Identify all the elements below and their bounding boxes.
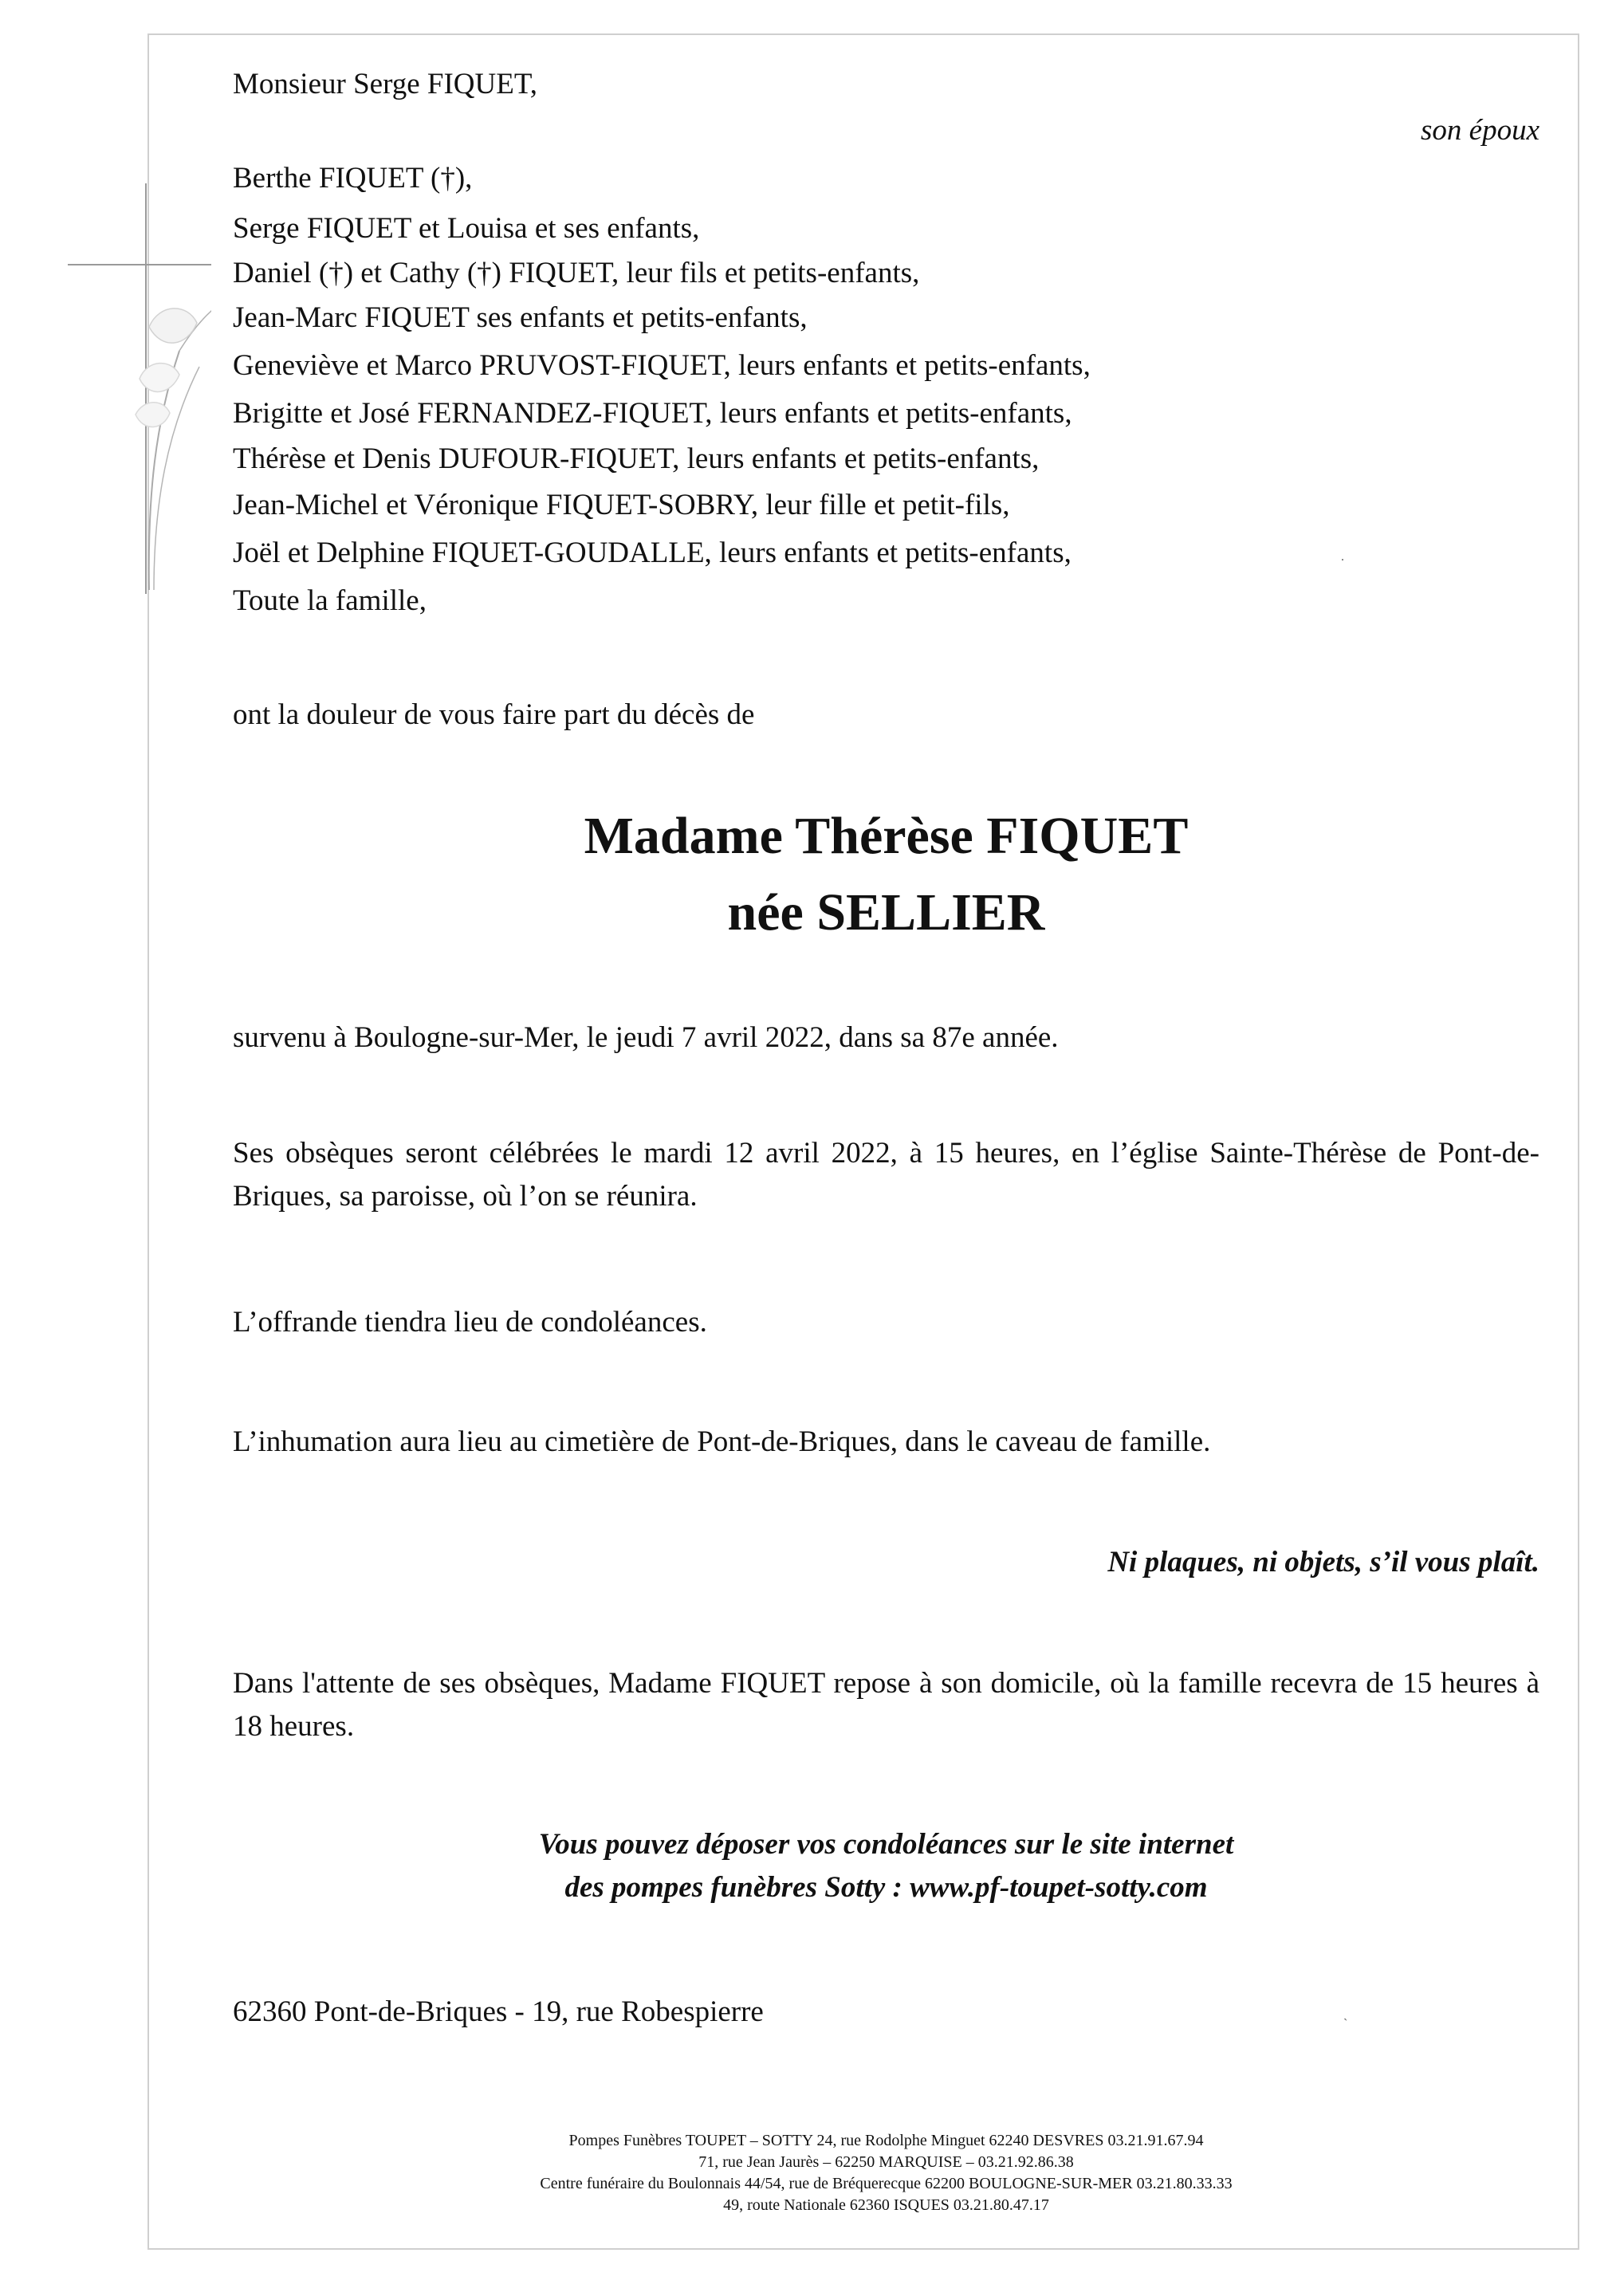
family-line: Jean-Marc FIQUET ses enfants et petits-enfants, [233,301,808,334]
lily-flower-3 [136,403,170,427]
footer-line: 49, route Nationale 62360 ISQUES 03.21.80.47.17 [723,2196,1049,2214]
family-line: Berthe FIQUET (†), [233,162,473,195]
death-details: survenu à Boulogne-sur-Mer, le jeudi 7 avril 2022, dans sa 87e année. [233,1021,1059,1054]
lily-flower [149,309,197,343]
scan-speck: . [1341,550,1344,564]
funeral-home-footer [233,2130,1539,2216]
online-condolences-line-2: des pompes funèbres Sotty : www.pf-toupet-sotty.com [564,1871,1208,1904]
deceased-name: Madame Thérèse FIQUET [584,807,1189,865]
lily-stem-2 [154,367,199,590]
online-condolences-line-1: Vous pouvez déposer vos condoléances sur le site internet [538,1828,1234,1861]
family-line: Geneviève et Marco PRUVOST-FIQUET, leurs enfants et petits-enfants, [233,349,1091,382]
family-line: Joël et Delphine FIQUET-GOUDALLE, leurs enfants et petits-enfants, [233,537,1072,569]
visitation-details: Dans l'attente de ses obsèques, Madame FIQUET repose à son domicile, où la famille recevra de 15 heures à 18 heures. [233,1667,1539,1743]
family-line: Serge FIQUET et Louisa et ses enfants, [233,212,700,245]
family-line: Daniel (†) et Cathy (†) FIQUET, leur fils et petits-enfants, [233,257,920,289]
footer-line: Pompes Funèbres TOUPET – SOTTY 24, rue Rodolphe Minguet 62240 DESVRES 03.21.91.67.94 [568,2132,1204,2149]
burial-details: L’inhumation aura lieu au cimetière de Pont-de-Briques, dans le caveau de famille. [233,1425,1211,1458]
footer-line: Centre funéraire du Boulonnais 44/54, rue de Bréquerecque 62200 BOULOGNE-SUR-MER 03.21.80.33.33 [540,2175,1233,2192]
relation-label: son époux [1421,114,1539,147]
scan-speck: ` [1343,2017,1348,2031]
family-line: Brigitte et José FERNANDEZ-FIQUET, leurs enfants et petits-enfants, [233,397,1072,430]
offering-note: L’offrande tiendra lieu de condoléances. [233,1306,707,1339]
funeral-details: Ses obsèques seront célébrées le mardi 12 avril 2022, à 15 heures, en l’église Sainte-Thérèse de Pont-de-Briques, sa paroisse, où l’on se réunira. [233,1137,1539,1213]
family-line: Toute la famille, [233,584,427,617]
request-note: Ni plaques, ni objets, s’il vous plaît. [1107,1546,1539,1578]
opening-line: Monsieur Serge FIQUET, [233,68,537,100]
home-address: 62360 Pont-de-Briques - 19, rue Robespierre [233,1995,764,2028]
footer-line: 71, rue Jean Jaurès – 62250 MARQUISE – 03.21.92.86.38 [698,2153,1074,2171]
family-line: Thérèse et Denis DUFOUR-FIQUET, leurs enfants et petits-enfants, [233,442,1040,475]
family-line: Jean-Michel et Véronique FIQUET-SOBRY, leur fille et petit-fils, [233,489,1010,521]
announcement-intro: ont la douleur de vous faire part du décès de [233,698,755,731]
deceased-maiden-name: née SELLIER [727,883,1045,942]
cross-lily-illustration [60,159,211,606]
